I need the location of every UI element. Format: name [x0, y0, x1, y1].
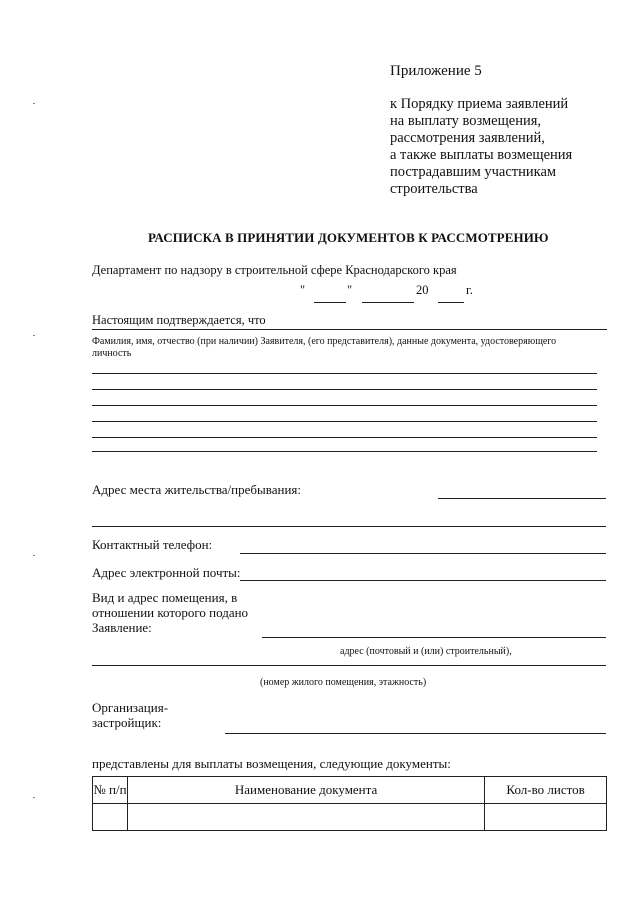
col-header-number: № п/п	[93, 777, 128, 804]
address-field-2[interactable]	[92, 526, 606, 527]
email-label: Адрес электронной почты:	[92, 565, 241, 580]
developer-label-2: застройщик:	[92, 715, 162, 730]
date-month-field[interactable]	[362, 302, 414, 303]
unit-caption: (номер жилого помещения, этажность)	[260, 677, 427, 688]
documents-intro: представлены для выплаты возмещения, следующие документы:	[92, 756, 451, 771]
date-quote-open: "	[300, 283, 306, 297]
applicant-line[interactable]	[92, 421, 597, 422]
premises-label-2: отношении которого подано	[92, 605, 249, 620]
table-header-row	[93, 777, 607, 804]
table-cell-document-name[interactable]	[127, 804, 484, 831]
premises-unit-field[interactable]	[92, 665, 606, 666]
date-quote-close: "	[347, 283, 353, 297]
appendix-line: а также выплаты возмещения	[390, 147, 573, 163]
applicant-line[interactable]	[92, 451, 597, 452]
confirmation-line[interactable]	[92, 329, 607, 330]
premises-caption: адрес (почтовый и (или) строительный),	[340, 646, 512, 657]
col-header-sheet-count: Кол-во листов	[485, 777, 607, 804]
address-field[interactable]	[438, 498, 606, 499]
applicant-line[interactable]	[92, 405, 597, 406]
address-label: Адрес места жительства/пребывания:	[92, 482, 301, 497]
developer-label: Организация-	[92, 700, 169, 715]
scan-mark	[33, 555, 35, 556]
table-cell-sheet-count[interactable]	[485, 804, 607, 831]
premises-label-3: Заявление:	[92, 620, 152, 635]
appendix-reference	[390, 96, 630, 198]
department-name: Департамент по надзору в строительной сфере Краснодарского края	[92, 263, 457, 277]
premises-label: Вид и адрес помещения, в	[92, 590, 238, 605]
applicant-line[interactable]	[92, 389, 597, 390]
appendix-title: Приложение 5	[390, 63, 482, 79]
phone-field[interactable]	[240, 553, 606, 554]
date-year-field[interactable]	[438, 302, 464, 303]
confirmation-text: Настоящим подтверждается, что	[92, 313, 266, 327]
applicant-caption-2: личность	[92, 348, 132, 359]
document-title: РАСПИСКА В ПРИНЯТИИ ДОКУМЕНТОВ К РАССМОТРЕНИЮ	[148, 230, 549, 245]
applicant-line[interactable]	[92, 437, 597, 438]
scan-mark	[33, 103, 35, 104]
documents-table	[92, 776, 607, 831]
applicant-line[interactable]	[92, 373, 597, 374]
scan-mark	[33, 335, 35, 336]
email-field[interactable]	[240, 580, 606, 581]
appendix-line: строительства	[390, 181, 478, 197]
premises-field[interactable]	[262, 637, 606, 638]
appendix-line: рассмотрения заявлений,	[390, 130, 545, 146]
appendix-line: пострадавшим участникам	[390, 164, 557, 180]
developer-field[interactable]	[225, 733, 606, 734]
table-cell-number[interactable]	[93, 804, 128, 831]
date-day-field[interactable]	[314, 302, 346, 303]
date-year-suffix: г.	[466, 283, 473, 297]
date-year-prefix: 20	[416, 283, 429, 297]
phone-label: Контактный телефон:	[92, 537, 213, 552]
applicant-caption: Фамилия, имя, отчество (при наличии) Заявителя, (его представителя), данные документа, удостоверяющего	[92, 336, 557, 347]
appendix-line: к Порядку приема заявлений	[390, 96, 569, 112]
scan-mark	[33, 797, 35, 798]
col-header-document-name: Наименование документа	[127, 777, 484, 804]
table-row	[93, 804, 607, 831]
appendix-line: на выплату возмещения,	[390, 113, 542, 129]
